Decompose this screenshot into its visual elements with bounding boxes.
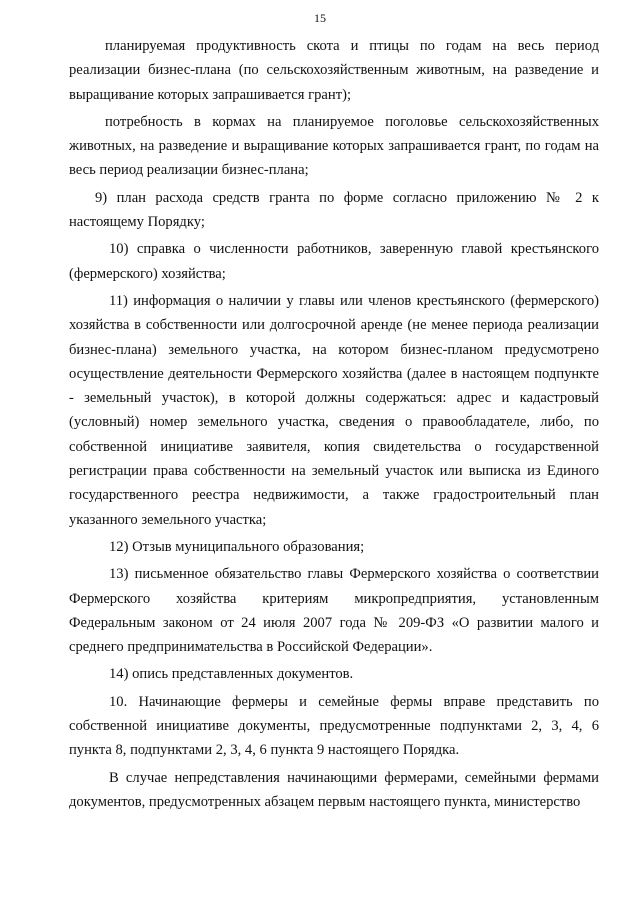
paragraph-non-submission: В случае непредставления начинающими фермерами, семейными фермами документов, предусмотренных абзацем первым настоящего пункта, министерство <box>69 769 599 810</box>
paragraph-feed-needs: потребность в кормах на планируемое поголовье сельскохозяйственных животных, на разведение и выращивание которых запрашивается грант, по годам на весь период реализации бизнес-плана; <box>69 113 599 179</box>
page-number: 15 <box>314 11 326 25</box>
paragraph-item-9: 9) план расхода средств гранта по форме согласно приложению № 2 к настоящему Порядку; <box>69 189 599 231</box>
paragraph-item-12: 12) Отзыв муниципального образования; <box>109 538 365 555</box>
document-body <box>69 34 599 817</box>
paragraph-item-11: 11) информация о наличии у главы или членов крестьянского (фермерского) хозяйства в собственности или долгосрочной аренде (не менее периода реализации бизнес-плана) земельного участка, на котором бизнес-планом предусмотрено осуществление деятельности Фермерского хозяйства (далее в настоящем подпункте - земельный участок), в которой должны содержаться: адрес и кадастровый (условный) номер земельного участка, сведения о правообладателе, либо, по собственной инициативе заявителя, копия свидетельства о государственной регистрации права собственности на земельный участок или выписка из Единого государственного реестра недвижимости, а также градостроительный план указанного земельного участка; <box>69 292 599 528</box>
paragraph-item-10: 10) справка о численности работников, заверенную главой крестьянского (фермерского) хозяйства; <box>69 241 599 282</box>
paragraph-productivity: планируемая продуктивность скота и птицы по годам на весь период реализации бизнес-плана (по сельскохозяйственным животным, на разведение и выращивание которых запрашивается грант); <box>69 38 599 103</box>
paragraph-item-14: 14) опись представленных документов. <box>109 666 354 683</box>
paragraph-item-13: 13) письменное обязательство главы Фермерского хозяйства о соответствии Фермерского хозяйства критериям микропредприятия, установленным Федеральным законом от 24 июля 2007 года № 209-ФЗ «О развитии малого и среднего предпринимательства в Российской Федерации». <box>69 566 599 656</box>
paragraph-point-10: 10. Начинающие фермеры и семейные фермы вправе представить по собственной инициативе документы, предусмотренные подпунктами 2, 3, 4, 6 пункта 8, подпунктами 2, 3, 4, 6 пункта 9 настоящего Порядка. <box>69 693 599 759</box>
